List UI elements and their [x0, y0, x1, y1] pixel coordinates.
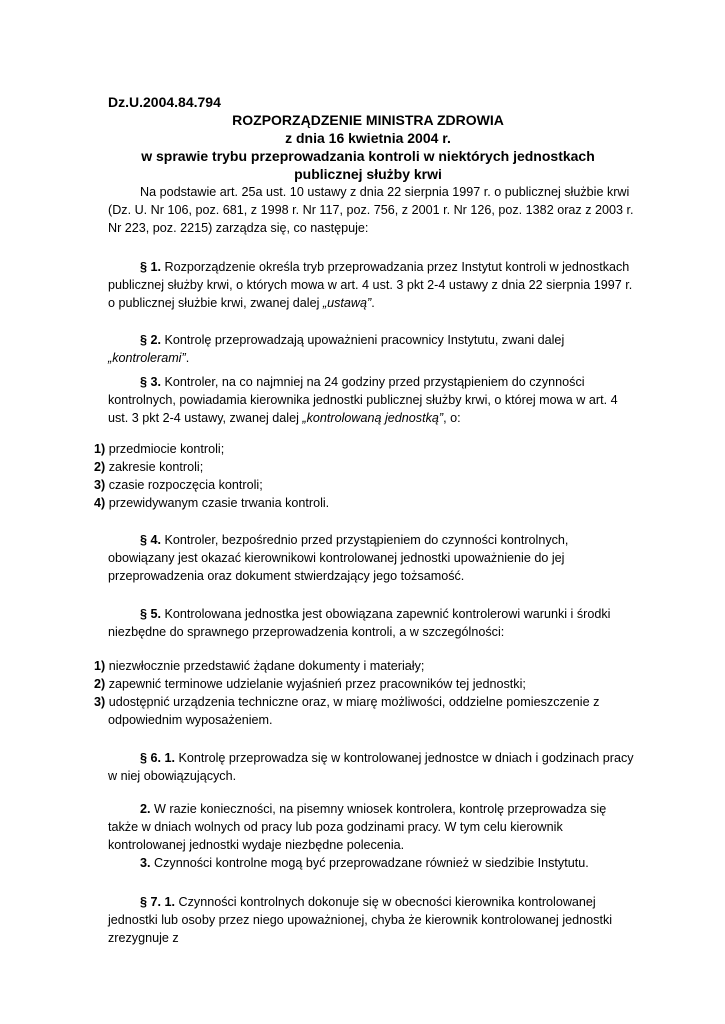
journal-reference: Dz.U.2004.84.794 [108, 94, 221, 110]
list-item [94, 458, 634, 476]
list-item-text: zapewnić terminowe udzielanie wyjaśnień przez pracowników tej jednostki; [105, 677, 526, 691]
list-item-number: 2) [94, 677, 106, 691]
section-text: W razie konieczności, na pisemny wniosek kontrolera, kontrolę przeprowadza się także w dniach wolnych od pracy lub poza godzinami pracy. W tym celu kierownik kontrolowanej jednostki wydaje niezbędne polecenia. [108, 802, 607, 852]
section-number: § 1. [140, 260, 162, 274]
section-3 [108, 373, 638, 427]
list-item-text: zakresie kontroli; [105, 460, 204, 474]
title-line: z dnia 16 kwietnia 2004 r. [285, 130, 451, 146]
section-number: § 3. [140, 375, 162, 389]
section-number: § 5. [140, 607, 162, 621]
section-number: § 4. [140, 533, 162, 547]
title-line: ROZPORZĄDZENIE MINISTRA ZDROWIA [232, 112, 504, 128]
list-item [94, 657, 634, 675]
section-5-list [94, 657, 634, 729]
section-text: Czynności kontrolne mogą być przeprowadzane również w siedzibie Instytutu. [150, 856, 589, 870]
list-item [94, 693, 634, 729]
section-text: Kontrolowana jednostka jest obowiązana zapewnić kontrolerowi warunki i środki niezbędne do sprawnego przeprowadzenia kontroli, a w szczególności: [108, 607, 611, 639]
list-item [94, 440, 634, 458]
section-number: § 2. [140, 333, 162, 347]
section-4 [108, 531, 638, 585]
defined-term: „kontrolerami” [108, 351, 186, 365]
section-5 [108, 605, 638, 641]
section-text: Kontroler, bezpośrednio przed przystąpieniem do czynności kontrolnych, obowiązany jest okazać kierownikowi kontrolowanej jednostki upoważnienie do jej przeprowadzenia oraz dokument stwierdzający jego tożsamość. [108, 533, 569, 583]
preamble: Na podstawie art. 25a ust. 10 ustawy z dnia 22 sierpnia 1997 r. o publicznej służbie krwi (Dz. U. Nr 106, poz. 681, z 1998 r. Nr 117, poz. 756, z 2001 r. Nr 126, poz. 1382 oraz z 2003 r. Nr 223, poz. 2215) zarządza się, co następuje: [108, 185, 634, 235]
section-6-1 [108, 749, 638, 785]
section-3-list [94, 440, 634, 512]
section-1 [108, 258, 638, 312]
list-item-text: czasie rozpoczęcia kontroli; [105, 478, 263, 492]
defined-term: „ustawą” [322, 296, 372, 310]
list-item-text: niezwłocznie przedstawić żądane dokumenty i materiały; [105, 659, 425, 673]
list-item [94, 476, 634, 494]
paragraph-number: 2. [140, 802, 151, 816]
list-item [94, 494, 634, 512]
section-6-3 [108, 854, 638, 872]
list-item [94, 675, 634, 693]
section-text: Kontrolę przeprowadza się w kontrolowanej jednostce w dniach i godzinach pracy w niej obowiązujących. [108, 751, 634, 783]
defined-term: „kontrolowaną jednostką” [302, 411, 444, 425]
list-item-number: 3) [94, 695, 106, 709]
section-2 [108, 331, 638, 367]
paragraph-number: 3. [140, 856, 151, 870]
section-number: § 7. 1. [140, 895, 176, 909]
section-text: Czynności kontrolnych dokonuje się w obecności kierownika kontrolowanej jednostki lub osoby przez niego upoważnionej, chyba że kierownik kontrolowanej jednostki zrezygnuje z [108, 895, 613, 945]
section-6-2 [108, 800, 638, 854]
title-line: w sprawie trybu przeprowadzania kontroli w niektórych jednostkach [141, 148, 595, 164]
list-item-number: 2) [94, 460, 106, 474]
list-item-text: przewidywanym czasie trwania kontroli. [105, 496, 330, 510]
document-title [108, 111, 628, 183]
section-text-end: . [371, 296, 375, 310]
list-item-number: 3) [94, 478, 106, 492]
list-item-number: 1) [94, 442, 106, 456]
section-7-1 [108, 893, 638, 947]
list-item-number: 1) [94, 659, 106, 673]
section-text: Kontroler, na co najmniej na 24 godziny przed przystąpieniem do czynności kontrolnych, powiadamia kierownika jednostki publicznej służby krwi, o której mowa w art. 4 ust. 3 pkt 2-4 ustawy, zwanej dalej [108, 375, 618, 425]
section-text-end: . [185, 351, 190, 365]
list-item-text: przedmiocie kontroli; [105, 442, 225, 456]
section-text: Kontrolę przeprowadzają upoważnieni pracownicy Instytutu, zwani dalej [161, 333, 565, 347]
title-line: publicznej służby krwi [294, 166, 442, 182]
section-text: Rozporządzenie określa tryb przeprowadzania przez Instytut kontroli w jednostkach publicznej służby krwi, o których mowa w art. 4 ust. 3 pkt 2-4 ustawy z dnia 22 sierpnia 1997 r. o publicznej służbie krwi, zwanej dalej [108, 260, 633, 310]
section-number: § 6. 1. [140, 751, 176, 765]
section-text-end: , o: [443, 411, 461, 425]
list-item-text: udostępnić urządzenia techniczne oraz, w miarę możliwości, oddzielne pomieszczenie z odpowiednim wyposażeniem. [105, 695, 600, 727]
list-item-number: 4) [94, 496, 106, 510]
